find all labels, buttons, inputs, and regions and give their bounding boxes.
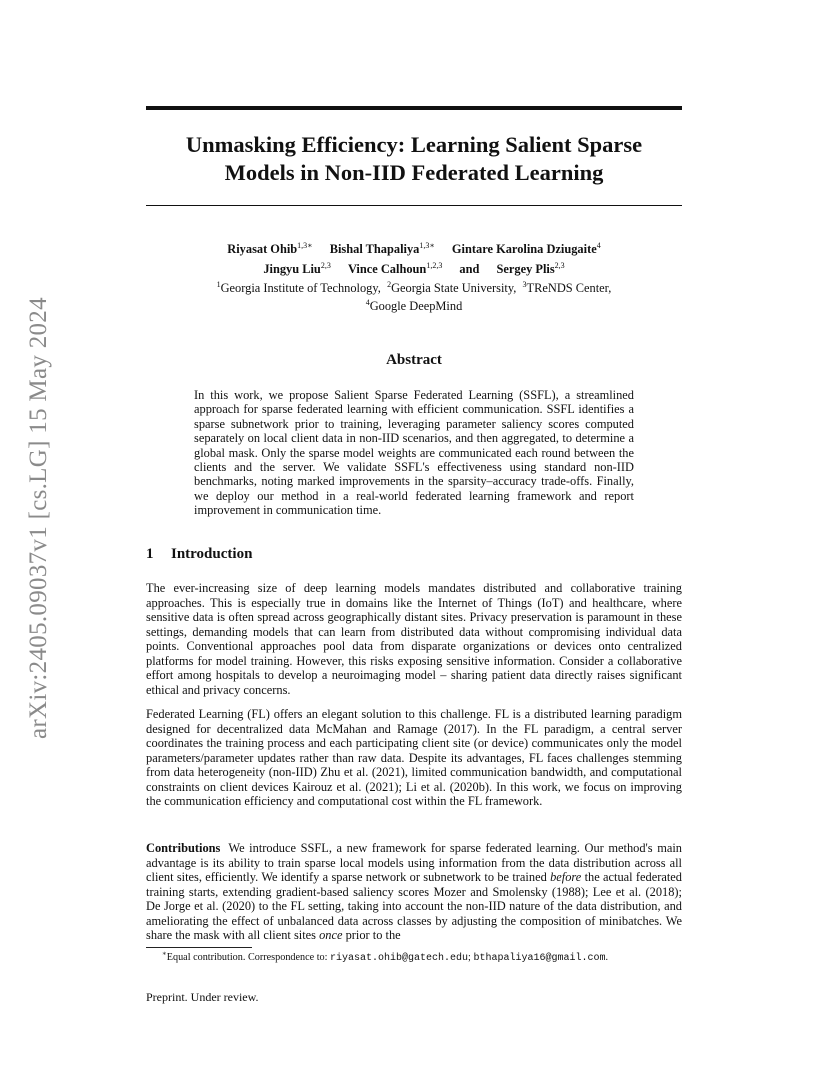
author-name: Jingyu Liu bbox=[263, 262, 321, 276]
arxiv-sidebar-stamp: arXiv:2405.09037v1 [cs.LG] 15 May 2024 bbox=[25, 297, 52, 739]
title-line-1: Unmasking Efficiency: Learning Salient Sparse bbox=[185, 132, 643, 157]
affiliation-line-1 bbox=[146, 279, 682, 297]
author-conjunction: and bbox=[459, 262, 480, 276]
paragraph-label: Contributions bbox=[146, 841, 221, 855]
title-line-2: Models in Non-IID Federated Learning bbox=[224, 160, 604, 185]
author-block bbox=[146, 239, 682, 315]
intro-paragraph-2: Federated Learning (FL) offers an elegant solution to this challenge. FL is a distributed learning paradigm designed for decentralized data McMahan and Ramage (2017). In the FL paradigm, a central server coordinates the training process and each participating client site (or device) communicates only the model parameters/parameter updates rather than raw data. Despite its advantages, FL faces challenges stemming from data heterogeneity (non-IID) Zhu et al. (2021), limited communication bandwidth, and computational constraints on client devices Kairouz et al. (2021); Li et al. (2020b). In this work, we focus on improving the communication efficiency and computational cost within the FL framework. bbox=[146, 707, 682, 808]
author-line-2 bbox=[146, 259, 682, 279]
author-name: Sergey Plis bbox=[496, 262, 555, 276]
author-affil-mark: 4 bbox=[596, 240, 601, 250]
title-bottom-rule bbox=[146, 205, 682, 206]
title-top-rule bbox=[146, 106, 682, 110]
footnote-text: Equal contribution. Correspondence to: bbox=[166, 952, 331, 963]
paragraph-text: prior to the bbox=[342, 928, 401, 942]
footnote bbox=[146, 951, 682, 965]
paragraph-text: the actual federated training starts, extending gradient-based saliency scores Mozer and Smolensky (1988); Lee et al. (2018); De Jorge et al. (2020) to the FL setting, taking into account the non-IID nature of the data distribution, and ameliorating the effect of unbalanced data across classes by adjusting the composition of minibatches. We share the mask with all client sites bbox=[146, 870, 683, 942]
email-link[interactable]: bthapaliya16@gmail.com bbox=[473, 953, 606, 964]
author-name: Gintare Karolina Dziugaite bbox=[451, 242, 597, 256]
affiliation: TReNDS Center, bbox=[526, 281, 612, 295]
affil-mark: 3 bbox=[522, 279, 527, 289]
author-line-1 bbox=[146, 239, 682, 259]
affiliation-line-2 bbox=[146, 297, 682, 315]
contributions-paragraph bbox=[146, 841, 682, 943]
author-name: Riyasat Ohib bbox=[227, 242, 298, 256]
email-link[interactable]: riyasat.ohib@gatech.edu bbox=[330, 953, 469, 964]
author-affil-mark: 1,2,3 bbox=[426, 260, 443, 270]
author-affil-mark: 2,3 bbox=[320, 260, 331, 270]
affil-mark: 2 bbox=[387, 279, 392, 289]
affiliation: Google DeepMind bbox=[369, 299, 463, 313]
affil-mark: 4 bbox=[365, 297, 370, 307]
affiliation: Georgia State University, bbox=[391, 281, 517, 295]
emphasis: before bbox=[550, 870, 582, 884]
footnote-end: . bbox=[605, 952, 609, 963]
preprint-notice: Preprint. Under review. bbox=[146, 990, 259, 1004]
section-title: Introduction bbox=[171, 546, 253, 562]
author-name: Vince Calhoun bbox=[347, 262, 427, 276]
footnote-rule bbox=[146, 947, 252, 948]
emphasis: once bbox=[319, 928, 343, 942]
intro-paragraph-1: The ever-increasing size of deep learning models mandates distributed and collaborative training approaches. This is especially true in domains like the Internet of Things (IoT) and healthcare, where sensitive data is often spread across geographically distant sites. Privacy preservation is paramount in these settings, demanding models that can learn from distributed data without compromising individual data points. Conventional approaches pool data from disparate organizations or devices onto centralized platforms for model training. However, this risks exposing sensitive information. Consider a collaborative effort among hospitals to develop a neuroimaging model – sharing patient data directly raises significant ethical and privacy concerns. bbox=[146, 581, 682, 697]
author-name: Bishal Thapaliya bbox=[329, 242, 420, 256]
section-number: 1 bbox=[146, 546, 154, 562]
abstract-text: In this work, we propose Salient Sparse Federated Learning (SSFL), a streamlined approach for sparse federated learning with efficient communication. SSFL identifies a sparse subnetwork prior to training, leveraging parameter saliency scores computed separately on local client data in non-IID scenarios, and then aggregated, to determine a global mask. Only the sparse model weights are communicated each round between the clients and the server. We validate SSFL's effectiveness using standard non-IID benchmarks, noting marked improvements in the sparsity–accuracy trade-offs. Finally, we deploy our method in a real-world federated learning framework and report improvement in communication time. bbox=[194, 388, 634, 518]
author-affil-mark: 1,3∗ bbox=[297, 240, 313, 250]
paragraph-text: We introduce SSFL, a new framework for sparse federated learning. Our method's main advantage is its ability to train sparse local models using information from the data distribution across all client sites, efficiently. We identify a sparse network or subnetwork to be trained bbox=[146, 841, 682, 884]
footnote-mark: ∗ bbox=[162, 949, 167, 958]
section-heading-introduction bbox=[146, 546, 682, 563]
affil-mark: 1 bbox=[216, 279, 221, 289]
paper-title bbox=[146, 131, 682, 187]
author-affil-mark: 2,3 bbox=[554, 260, 565, 270]
footnote-separator: ; bbox=[468, 952, 474, 963]
affiliation: Georgia Institute of Technology, bbox=[220, 281, 381, 295]
author-affil-mark: 1,3∗ bbox=[419, 240, 435, 250]
abstract-heading: Abstract bbox=[386, 352, 442, 368]
